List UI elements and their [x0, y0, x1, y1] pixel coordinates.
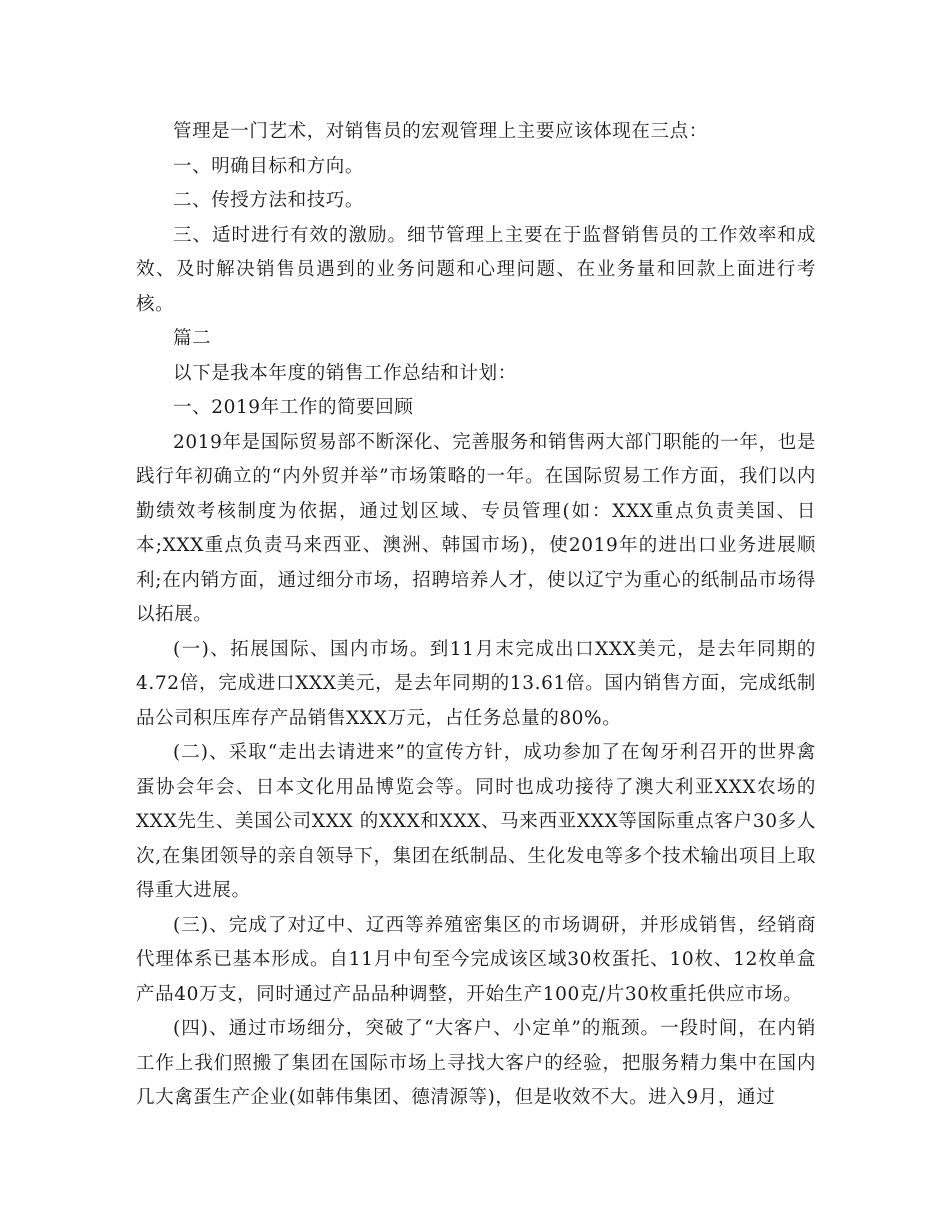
paragraph-point-one: 一、明确目标和方向。	[173, 155, 365, 177]
paragraph-point-three: 三、适时进行有效的激励。细节管理上主要在于监督销售员的工作效率和成效、及时解决销售员遇到的业务问题和心理问题、在业务量和回款上面进行考核。	[136, 224, 816, 315]
paragraph-item-two: (二)、采取“走出去请进来”的宣传方针，成功参加了在匈牙利召开的世界禽蛋协会年会、日本文化用品博览会等。同时也成功接待了澳大利亚XXX农场的XXX先生、美国公司XXX 的XXX和XXX、马来西亚XXX等国际重点客户30多人次,在集团领导的亲自领导下，集团在纸制品、生化发电等多个技术输出项目上取得重大进展。	[136, 742, 816, 901]
paragraph-management-intro: 管理是一门艺术，对销售员的宏观管理上主要应该体现在三点：	[173, 121, 708, 142]
paragraph-year-overview: 2019年是国际贸易部不断深化、完善服务和销售两大部门职能的一年，也是践行年初确立的“内外贸并举”市场策略的一年。在国际贸易工作方面，我们以内勤绩效考核制度为依据，通过划区域、专员管理(如：XXX重点负责美国、日本;XXX重点负责马来西亚、澳洲、韩国市场)，使2019年的进出口业务进展顺利;在内销方面，通过细分市场，招聘培养人才，使以辽宁为重心的纸制品市场得以拓展。	[136, 431, 816, 625]
paragraph-summary-intro: 以下是我本年度的销售工作总结和计划：	[173, 362, 517, 384]
paragraph-point-two: 二、传授方法和技巧。	[173, 190, 365, 211]
section-heading-part-two: 篇二	[173, 328, 212, 349]
document-body	[136, 115, 816, 1116]
section-heading-review: 一、2019年工作的简要回顾	[173, 397, 414, 418]
paragraph-item-three: (三)、完成了对辽中、辽西等养殖密集区的市场调研，并形成销售，经销商代理体系已基本形成。自11月中旬至今完成该区域30枚蛋托、10枚、12枚单盒产品40万支，同时通过产品品种调整，开始生产100克/片30枚重托供应市场。	[136, 914, 816, 1005]
paragraph-item-four: (四)、通过市场细分，突破了“大客户、小定单”的瓶颈。一段时间，在内销工作上我们照搬了集团在国际市场上寻找大客户的经验，把服务精力集中在国内几大禽蛋生产企业(如韩伟集团、德清源等)，但是收效不大。进入9月，通过	[136, 1018, 816, 1108]
paragraph-item-one: (一)、拓展国际、国内市场。到11月末完成出口XXX美元，是去年同期的4.72倍，完成进口XXX美元，是去年同期的13.61倍。国内销售方面，完成纸制品公司积压库存产品销售XXX万元，占任务总量的80%。	[136, 638, 816, 729]
